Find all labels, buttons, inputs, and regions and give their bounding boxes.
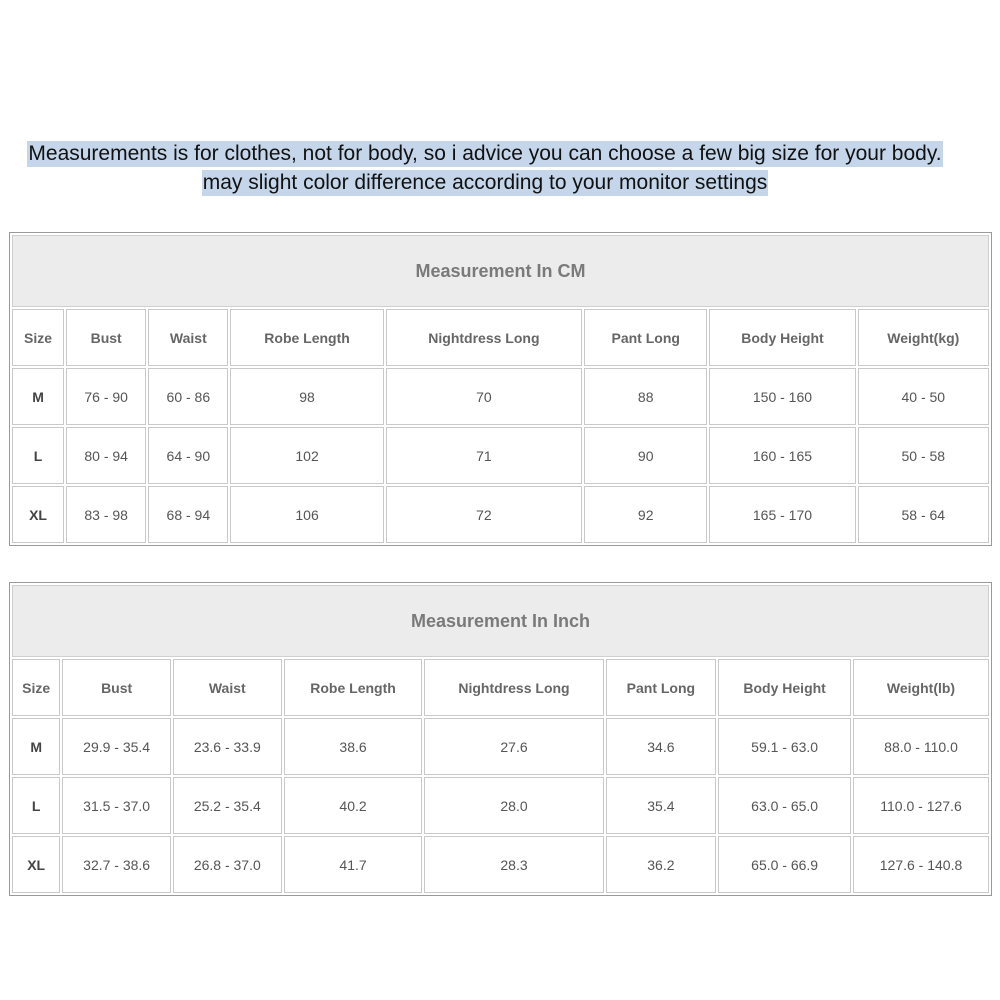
size-cell: XL — [12, 836, 60, 893]
column-header: Weight(lb) — [853, 659, 989, 716]
table-title: Measurement In Inch — [12, 585, 989, 657]
table-cell: 68 - 94 — [148, 486, 228, 543]
table-cell: 65.0 - 66.9 — [718, 836, 851, 893]
table-cell: 27.6 — [424, 718, 603, 775]
table-cell: 88 — [584, 368, 707, 425]
table-cell: 165 - 170 — [709, 486, 855, 543]
table-cell: 83 - 98 — [66, 486, 146, 543]
size-cell: M — [12, 718, 60, 775]
table-cell: 25.2 - 35.4 — [173, 777, 282, 834]
column-header: Body Height — [718, 659, 851, 716]
table-cell: 106 — [230, 486, 383, 543]
table-row — [12, 777, 989, 834]
table-cell: 90 — [584, 427, 707, 484]
column-header: Nightdress Long — [424, 659, 603, 716]
table-cell: 63.0 - 65.0 — [718, 777, 851, 834]
table-row — [12, 836, 989, 893]
table-cell: 40.2 — [284, 777, 423, 834]
table-cell: 50 - 58 — [858, 427, 989, 484]
column-header: Waist — [173, 659, 282, 716]
table-cell: 110.0 - 127.6 — [853, 777, 989, 834]
table-cell: 41.7 — [284, 836, 423, 893]
column-header: Size — [12, 309, 64, 366]
table-row — [12, 427, 989, 484]
column-header: Pant Long — [584, 309, 707, 366]
size-cell: L — [12, 777, 60, 834]
column-header: Waist — [148, 309, 228, 366]
table-cell: 23.6 - 33.9 — [173, 718, 282, 775]
table-row — [12, 718, 989, 775]
size-table-inch — [9, 582, 992, 896]
table-cell: 31.5 - 37.0 — [62, 777, 171, 834]
table-cell: 38.6 — [284, 718, 423, 775]
table-cell: 88.0 - 110.0 — [853, 718, 989, 775]
column-header: Bust — [66, 309, 146, 366]
column-header: Pant Long — [606, 659, 717, 716]
notice-line-1: Measurements is for clothes, not for body, so i advice you can choose a few big size for your body. — [28, 142, 942, 165]
table-cell: 26.8 - 37.0 — [173, 836, 282, 893]
table-cell: 35.4 — [606, 777, 717, 834]
size-table-cm — [9, 232, 992, 546]
table-cell: 29.9 - 35.4 — [62, 718, 171, 775]
table-cell: 92 — [584, 486, 707, 543]
table-title: Measurement In CM — [12, 235, 989, 307]
column-header: Body Height — [709, 309, 855, 366]
table-cell: 71 — [386, 427, 582, 484]
table-cell: 64 - 90 — [148, 427, 228, 484]
table-cell: 28.0 — [424, 777, 603, 834]
table-cell: 102 — [230, 427, 383, 484]
size-cell: M — [12, 368, 64, 425]
table-row — [12, 486, 989, 543]
table-cell: 58 - 64 — [858, 486, 989, 543]
table-cell: 34.6 — [606, 718, 717, 775]
column-header: Robe Length — [230, 309, 383, 366]
table-cell: 98 — [230, 368, 383, 425]
column-header: Size — [12, 659, 60, 716]
table-cell: 76 - 90 — [66, 368, 146, 425]
size-cell: L — [12, 427, 64, 484]
header-row — [12, 659, 989, 716]
table-cell: 150 - 160 — [709, 368, 855, 425]
table-cell: 40 - 50 — [858, 368, 989, 425]
size-cell: XL — [12, 486, 64, 543]
measurement-notice — [0, 140, 970, 197]
table-cell: 60 - 86 — [148, 368, 228, 425]
column-header: Nightdress Long — [386, 309, 582, 366]
table-cell: 36.2 — [606, 836, 717, 893]
column-header: Bust — [62, 659, 171, 716]
column-header: Robe Length — [284, 659, 423, 716]
table-row — [12, 368, 989, 425]
column-header: Weight(kg) — [858, 309, 989, 366]
table-cell: 28.3 — [424, 836, 603, 893]
notice-line-2: may slight color difference according to your monitor settings — [202, 170, 768, 194]
table-cell: 127.6 - 140.8 — [853, 836, 989, 893]
table-cell: 72 — [386, 486, 582, 543]
table-cell: 59.1 - 63.0 — [718, 718, 851, 775]
table-cell: 80 - 94 — [66, 427, 146, 484]
table-cell: 70 — [386, 368, 582, 425]
header-row — [12, 309, 989, 366]
table-cell: 32.7 - 38.6 — [62, 836, 171, 893]
table-cell: 160 - 165 — [709, 427, 855, 484]
